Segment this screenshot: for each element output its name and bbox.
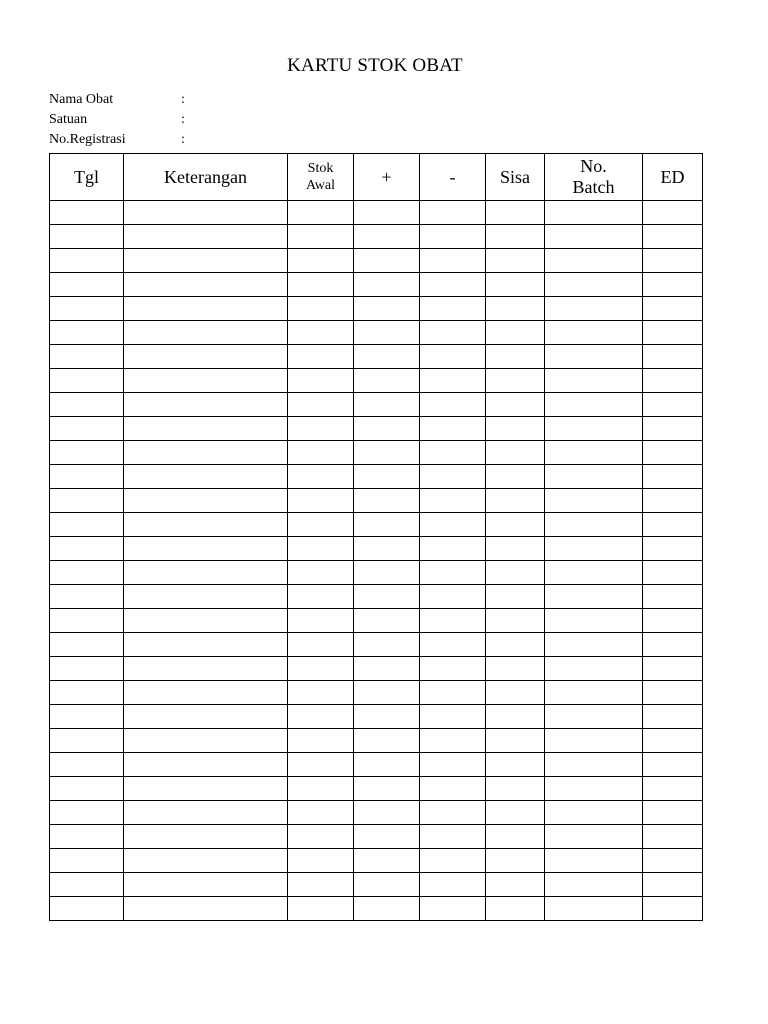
cell-ed [643, 849, 703, 873]
cell-ed [643, 585, 703, 609]
cell-plus [354, 465, 420, 489]
cell-plus [354, 657, 420, 681]
cell-plus [354, 897, 420, 921]
cell-minus [420, 681, 486, 705]
cell-plus [354, 561, 420, 585]
cell-plus [354, 225, 420, 249]
cell-no-batch [545, 873, 643, 897]
cell-ed [643, 897, 703, 921]
cell-ed [643, 369, 703, 393]
cell-stok-awal [288, 897, 354, 921]
cell-sisa [486, 753, 545, 777]
table-row [50, 465, 703, 489]
cell-no-batch [545, 657, 643, 681]
cell-stok-awal [288, 201, 354, 225]
cell-tgl [50, 585, 124, 609]
cell-stok-awal [288, 753, 354, 777]
cell-keterangan [124, 297, 288, 321]
cell-ed [643, 777, 703, 801]
cell-no-batch [545, 537, 643, 561]
cell-stok-awal [288, 417, 354, 441]
cell-stok-awal [288, 537, 354, 561]
cell-keterangan [124, 705, 288, 729]
header-keterangan: Keterangan [124, 154, 288, 201]
cell-tgl [50, 801, 124, 825]
table-row [50, 417, 703, 441]
cell-plus [354, 633, 420, 657]
cell-keterangan [124, 393, 288, 417]
cell-keterangan [124, 201, 288, 225]
cell-keterangan [124, 513, 288, 537]
cell-sisa [486, 729, 545, 753]
cell-ed [643, 345, 703, 369]
cell-no-batch [545, 705, 643, 729]
cell-plus [354, 393, 420, 417]
cell-minus [420, 249, 486, 273]
cell-tgl [50, 441, 124, 465]
cell-no-batch [545, 249, 643, 273]
table-row [50, 825, 703, 849]
cell-ed [643, 801, 703, 825]
cell-plus [354, 609, 420, 633]
cell-sisa [486, 225, 545, 249]
cell-no-batch [545, 633, 643, 657]
cell-plus [354, 873, 420, 897]
cell-no-batch [545, 297, 643, 321]
header-stok-awal [288, 154, 354, 201]
header-minus: - [420, 154, 486, 201]
cell-sisa [486, 537, 545, 561]
table-row [50, 297, 703, 321]
cell-stok-awal [288, 801, 354, 825]
cell-minus [420, 537, 486, 561]
cell-keterangan [124, 249, 288, 273]
stock-card-table [49, 153, 703, 921]
cell-ed [643, 441, 703, 465]
cell-plus [354, 753, 420, 777]
cell-ed [643, 465, 703, 489]
cell-sisa [486, 273, 545, 297]
cell-stok-awal [288, 777, 354, 801]
cell-plus [354, 777, 420, 801]
cell-no-batch [545, 801, 643, 825]
cell-stok-awal [288, 369, 354, 393]
cell-no-batch [545, 369, 643, 393]
cell-sisa [486, 825, 545, 849]
cell-tgl [50, 777, 124, 801]
table-row [50, 777, 703, 801]
cell-minus [420, 393, 486, 417]
cell-minus [420, 201, 486, 225]
cell-minus [420, 729, 486, 753]
cell-sisa [486, 561, 545, 585]
table-row [50, 321, 703, 345]
cell-no-batch [545, 585, 643, 609]
cell-no-batch [545, 753, 643, 777]
cell-no-batch [545, 465, 643, 489]
cell-keterangan [124, 225, 288, 249]
cell-tgl [50, 345, 124, 369]
cell-plus [354, 249, 420, 273]
cell-keterangan [124, 657, 288, 681]
cell-ed [643, 201, 703, 225]
cell-ed [643, 537, 703, 561]
cell-plus [354, 681, 420, 705]
cell-plus [354, 801, 420, 825]
cell-sisa [486, 393, 545, 417]
cell-plus [354, 441, 420, 465]
field-nama-obat [49, 93, 185, 107]
cell-tgl [50, 609, 124, 633]
cell-tgl [50, 681, 124, 705]
field-no-registrasi [49, 133, 185, 147]
cell-sisa [486, 321, 545, 345]
table-row [50, 681, 703, 705]
field-separator: : [181, 132, 185, 147]
header-no-batch-line1: No. [580, 156, 607, 176]
cell-sisa [486, 345, 545, 369]
header-sisa: Sisa [486, 154, 545, 201]
cell-tgl [50, 897, 124, 921]
cell-tgl [50, 393, 124, 417]
cell-ed [643, 321, 703, 345]
field-separator: : [181, 112, 185, 127]
cell-no-batch [545, 393, 643, 417]
cell-plus [354, 537, 420, 561]
cell-ed [643, 873, 703, 897]
cell-plus [354, 849, 420, 873]
cell-minus [420, 441, 486, 465]
cell-ed [643, 729, 703, 753]
cell-minus [420, 297, 486, 321]
cell-minus [420, 273, 486, 297]
cell-plus [354, 369, 420, 393]
cell-plus [354, 705, 420, 729]
cell-minus [420, 657, 486, 681]
cell-ed [643, 681, 703, 705]
cell-stok-awal [288, 393, 354, 417]
cell-no-batch [545, 489, 643, 513]
cell-stok-awal [288, 729, 354, 753]
table-row [50, 393, 703, 417]
cell-tgl [50, 753, 124, 777]
cell-sisa [486, 369, 545, 393]
cell-keterangan [124, 441, 288, 465]
cell-sisa [486, 513, 545, 537]
table-row [50, 633, 703, 657]
cell-no-batch [545, 345, 643, 369]
cell-plus [354, 585, 420, 609]
cell-plus [354, 201, 420, 225]
cell-keterangan [124, 777, 288, 801]
cell-tgl [50, 825, 124, 849]
cell-tgl [50, 321, 124, 345]
cell-plus [354, 513, 420, 537]
cell-tgl [50, 489, 124, 513]
cell-tgl [50, 273, 124, 297]
cell-minus [420, 465, 486, 489]
table-row [50, 897, 703, 921]
cell-ed [643, 513, 703, 537]
table-row [50, 753, 703, 777]
table-row [50, 489, 703, 513]
cell-no-batch [545, 849, 643, 873]
cell-keterangan [124, 849, 288, 873]
cell-minus [420, 849, 486, 873]
cell-ed [643, 393, 703, 417]
table-row [50, 873, 703, 897]
cell-minus [420, 489, 486, 513]
cell-minus [420, 705, 486, 729]
cell-stok-awal [288, 849, 354, 873]
cell-ed [643, 705, 703, 729]
cell-minus [420, 633, 486, 657]
cell-minus [420, 777, 486, 801]
table-body [50, 201, 703, 921]
cell-stok-awal [288, 657, 354, 681]
cell-keterangan [124, 465, 288, 489]
cell-keterangan [124, 321, 288, 345]
cell-minus [420, 561, 486, 585]
cell-plus [354, 321, 420, 345]
cell-sisa [486, 801, 545, 825]
cell-stok-awal [288, 321, 354, 345]
cell-sisa [486, 777, 545, 801]
field-separator: : [181, 92, 185, 107]
cell-ed [643, 249, 703, 273]
table-row [50, 729, 703, 753]
header-no-batch [545, 154, 643, 201]
field-satuan [49, 113, 185, 127]
cell-sisa [486, 441, 545, 465]
cell-minus [420, 513, 486, 537]
table-row [50, 513, 703, 537]
cell-keterangan [124, 561, 288, 585]
cell-no-batch [545, 777, 643, 801]
cell-no-batch [545, 273, 643, 297]
cell-keterangan [124, 609, 288, 633]
cell-sisa [486, 849, 545, 873]
cell-tgl [50, 633, 124, 657]
cell-minus [420, 897, 486, 921]
cell-keterangan [124, 369, 288, 393]
cell-tgl [50, 249, 124, 273]
cell-sisa [486, 633, 545, 657]
cell-keterangan [124, 897, 288, 921]
cell-sisa [486, 897, 545, 921]
table-row [50, 201, 703, 225]
cell-no-batch [545, 441, 643, 465]
cell-ed [643, 489, 703, 513]
cell-plus [354, 345, 420, 369]
cell-keterangan [124, 417, 288, 441]
cell-minus [420, 609, 486, 633]
cell-no-batch [545, 825, 643, 849]
cell-plus [354, 729, 420, 753]
cell-minus [420, 321, 486, 345]
cell-stok-awal [288, 825, 354, 849]
cell-minus [420, 585, 486, 609]
cell-no-batch [545, 609, 643, 633]
cell-stok-awal [288, 489, 354, 513]
field-label: Nama Obat [49, 92, 114, 107]
cell-no-batch [545, 897, 643, 921]
cell-keterangan [124, 729, 288, 753]
cell-plus [354, 489, 420, 513]
cell-tgl [50, 297, 124, 321]
cell-plus [354, 417, 420, 441]
cell-no-batch [545, 681, 643, 705]
cell-ed [643, 825, 703, 849]
cell-stok-awal [288, 441, 354, 465]
cell-stok-awal [288, 705, 354, 729]
cell-no-batch [545, 561, 643, 585]
cell-stok-awal [288, 633, 354, 657]
header-plus: + [354, 154, 420, 201]
cell-plus [354, 273, 420, 297]
table-row [50, 369, 703, 393]
cell-stok-awal [288, 561, 354, 585]
table-row [50, 441, 703, 465]
table-row [50, 273, 703, 297]
table-row [50, 249, 703, 273]
cell-minus [420, 801, 486, 825]
cell-keterangan [124, 489, 288, 513]
cell-ed [643, 273, 703, 297]
cell-ed [643, 561, 703, 585]
cell-sisa [486, 705, 545, 729]
cell-plus [354, 825, 420, 849]
cell-stok-awal [288, 249, 354, 273]
cell-sisa [486, 681, 545, 705]
cell-tgl [50, 657, 124, 681]
cell-sisa [486, 873, 545, 897]
cell-ed [643, 753, 703, 777]
cell-ed [643, 417, 703, 441]
cell-tgl [50, 465, 124, 489]
field-label: No.Registrasi [49, 132, 126, 147]
cell-keterangan [124, 825, 288, 849]
cell-stok-awal [288, 225, 354, 249]
cell-ed [643, 297, 703, 321]
table-row [50, 609, 703, 633]
header-tgl: Tgl [50, 154, 124, 201]
cell-no-batch [545, 225, 643, 249]
cell-keterangan [124, 753, 288, 777]
cell-stok-awal [288, 873, 354, 897]
cell-stok-awal [288, 609, 354, 633]
cell-minus [420, 753, 486, 777]
cell-sisa [486, 465, 545, 489]
cell-keterangan [124, 585, 288, 609]
cell-stok-awal [288, 465, 354, 489]
cell-tgl [50, 561, 124, 585]
cell-ed [643, 225, 703, 249]
cell-tgl [50, 201, 124, 225]
cell-keterangan [124, 345, 288, 369]
cell-minus [420, 345, 486, 369]
table-row [50, 585, 703, 609]
cell-tgl [50, 705, 124, 729]
cell-stok-awal [288, 681, 354, 705]
cell-sisa [486, 249, 545, 273]
header-stok-awal-line1: Stok [307, 161, 334, 176]
cell-keterangan [124, 273, 288, 297]
cell-no-batch [545, 729, 643, 753]
table-row [50, 849, 703, 873]
cell-tgl [50, 513, 124, 537]
cell-no-batch [545, 201, 643, 225]
header-stok-awal-line2: Awal [305, 178, 336, 193]
table-row [50, 801, 703, 825]
cell-minus [420, 873, 486, 897]
cell-ed [643, 657, 703, 681]
cell-tgl [50, 729, 124, 753]
cell-sisa [486, 201, 545, 225]
table-row [50, 345, 703, 369]
cell-no-batch [545, 417, 643, 441]
cell-minus [420, 369, 486, 393]
cell-stok-awal [288, 273, 354, 297]
cell-ed [643, 633, 703, 657]
cell-minus [420, 417, 486, 441]
document-title: KARTU STOK OBAT [287, 55, 463, 76]
cell-minus [420, 225, 486, 249]
cell-tgl [50, 369, 124, 393]
cell-stok-awal [288, 345, 354, 369]
cell-tgl [50, 849, 124, 873]
cell-tgl [50, 873, 124, 897]
cell-keterangan [124, 801, 288, 825]
cell-keterangan [124, 681, 288, 705]
header-ed: ED [643, 154, 703, 201]
table-row [50, 225, 703, 249]
cell-sisa [486, 417, 545, 441]
cell-sisa [486, 609, 545, 633]
cell-plus [354, 297, 420, 321]
cell-sisa [486, 657, 545, 681]
cell-keterangan [124, 633, 288, 657]
cell-stok-awal [288, 513, 354, 537]
cell-stok-awal [288, 297, 354, 321]
table-row [50, 705, 703, 729]
cell-sisa [486, 489, 545, 513]
cell-tgl [50, 225, 124, 249]
cell-keterangan [124, 873, 288, 897]
cell-tgl [50, 417, 124, 441]
cell-tgl [50, 537, 124, 561]
cell-keterangan [124, 537, 288, 561]
table-row [50, 561, 703, 585]
cell-no-batch [545, 321, 643, 345]
table-header-row [50, 154, 703, 201]
table-row [50, 537, 703, 561]
cell-sisa [486, 585, 545, 609]
cell-no-batch [545, 513, 643, 537]
field-label: Satuan [49, 112, 88, 127]
cell-ed [643, 609, 703, 633]
header-no-batch-line2: Batch [572, 177, 615, 197]
table-row [50, 657, 703, 681]
cell-sisa [486, 297, 545, 321]
cell-minus [420, 825, 486, 849]
cell-stok-awal [288, 585, 354, 609]
